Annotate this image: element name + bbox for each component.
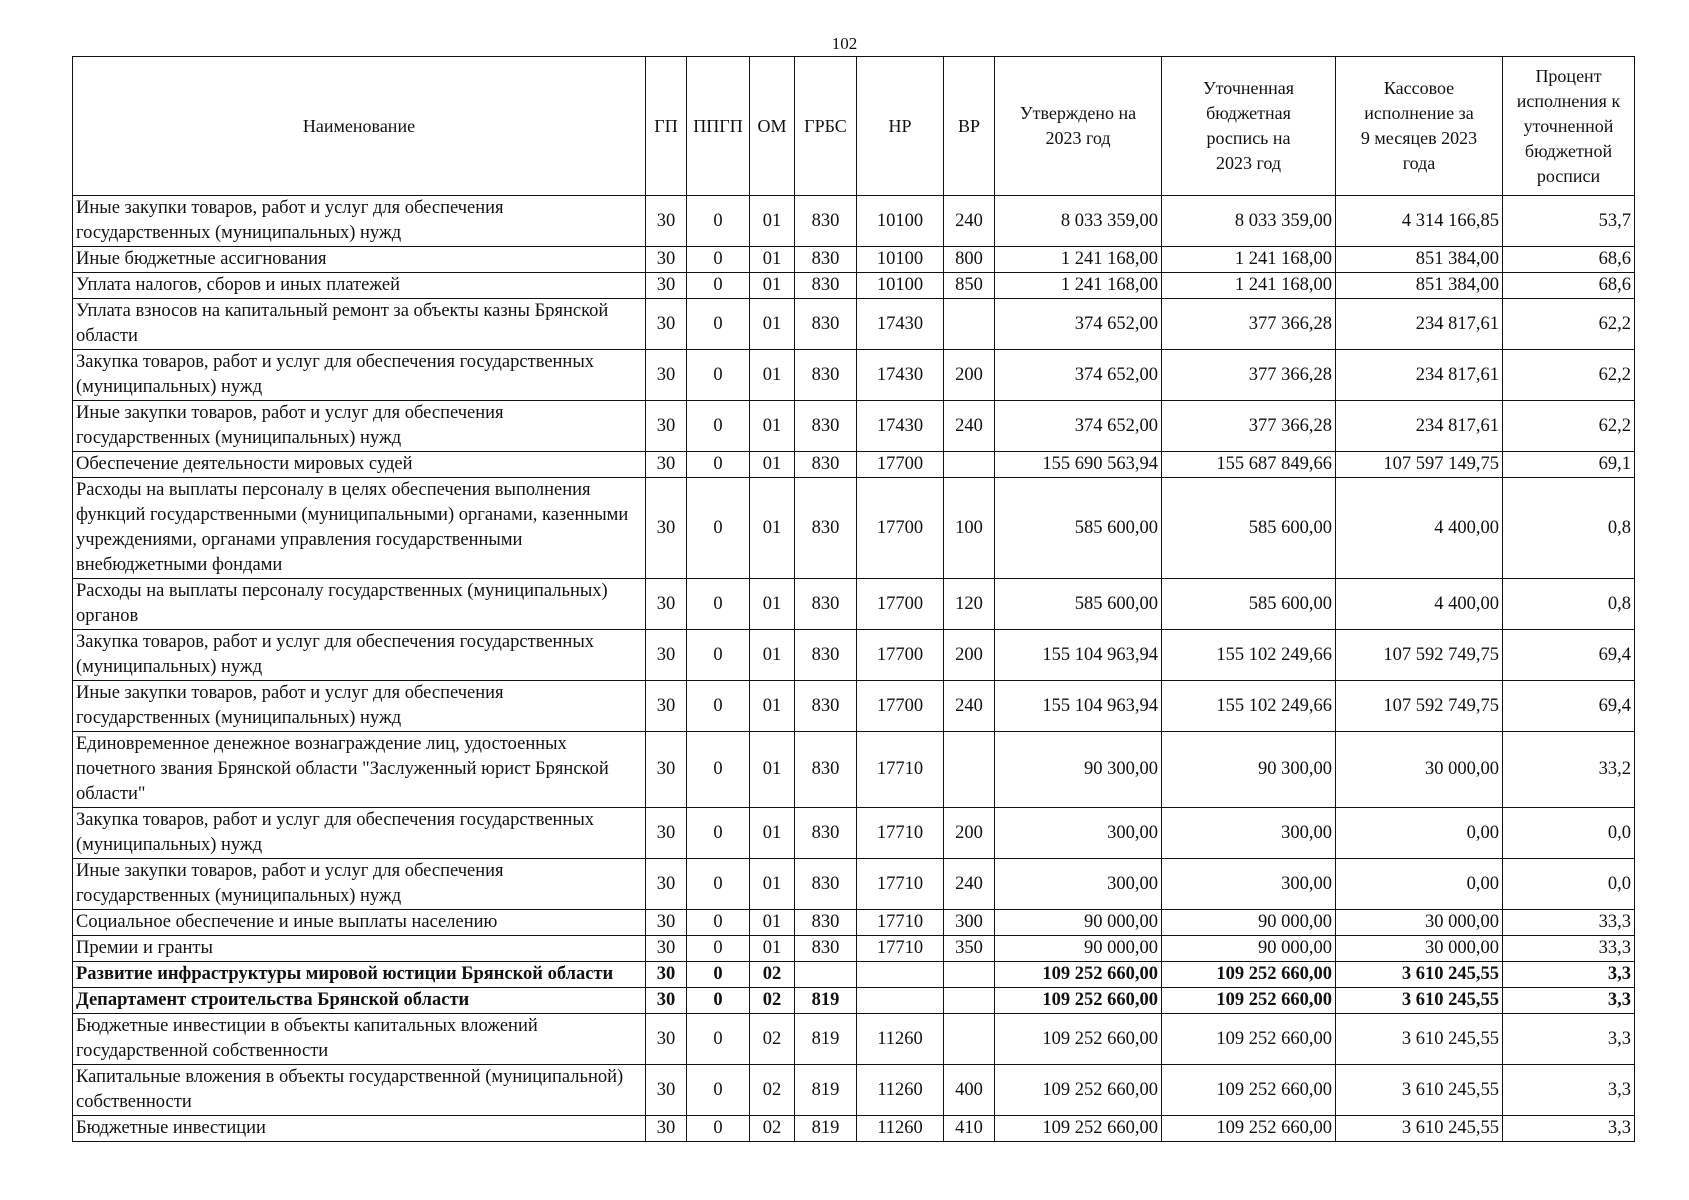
cell-ppgp: 0 (687, 1014, 750, 1065)
cell-refined: 90 000,00 (1162, 910, 1336, 936)
table-row (73, 299, 1635, 350)
table-row (73, 452, 1635, 478)
table-row (73, 478, 1635, 579)
cell-executed: 851 384,00 (1336, 247, 1503, 273)
cell-name: Иные закупки товаров, работ и услуг для обеспечения государственных (муниципальных) нужд (73, 859, 646, 910)
cell-grbs: 830 (795, 401, 857, 452)
cell-refined: 8 033 359,00 (1162, 196, 1336, 247)
cell-vr: 400 (944, 1065, 995, 1116)
table-row (73, 732, 1635, 808)
cell-vr (944, 1014, 995, 1065)
cell-percent: 3,3 (1503, 962, 1635, 988)
cell-name: Уплата налогов, сборов и иных платежей (73, 273, 646, 299)
cell-vr: 850 (944, 273, 995, 299)
cell-gp: 30 (646, 196, 687, 247)
cell-om: 02 (750, 962, 795, 988)
cell-ppgp: 0 (687, 732, 750, 808)
cell-executed: 30 000,00 (1336, 732, 1503, 808)
cell-nr: 17710 (857, 936, 944, 962)
table-row (73, 910, 1635, 936)
cell-approved: 90 300,00 (995, 732, 1162, 808)
cell-grbs: 819 (795, 988, 857, 1014)
header-grbs: ГРБС (795, 57, 857, 196)
cell-approved: 585 600,00 (995, 478, 1162, 579)
cell-om: 01 (750, 452, 795, 478)
cell-ppgp: 0 (687, 579, 750, 630)
cell-percent: 0,0 (1503, 859, 1635, 910)
cell-nr: 10100 (857, 273, 944, 299)
cell-nr: 17710 (857, 808, 944, 859)
cell-gp: 30 (646, 630, 687, 681)
cell-percent: 3,3 (1503, 1116, 1635, 1142)
cell-name: Бюджетные инвестиции в объекты капитальных вложений государственной собственности (73, 1014, 646, 1065)
cell-executed: 3 610 245,55 (1336, 1116, 1503, 1142)
cell-vr: 120 (944, 579, 995, 630)
cell-vr (944, 452, 995, 478)
header-approved: Утверждено на 2023 год (995, 57, 1162, 196)
cell-refined: 377 366,28 (1162, 350, 1336, 401)
cell-vr (944, 988, 995, 1014)
cell-approved: 8 033 359,00 (995, 196, 1162, 247)
cell-ppgp: 0 (687, 1065, 750, 1116)
cell-name: Единовременное денежное вознаграждение лиц, удостоенных почетного звания Брянской области "Заслуженный юрист Брянской области" (73, 732, 646, 808)
cell-ppgp: 0 (687, 1116, 750, 1142)
cell-vr: 200 (944, 350, 995, 401)
cell-gp: 30 (646, 732, 687, 808)
cell-nr: 17430 (857, 401, 944, 452)
cell-executed: 0,00 (1336, 808, 1503, 859)
cell-nr: 10100 (857, 247, 944, 273)
page-number: 102 (831, 34, 858, 53)
cell-nr (857, 962, 944, 988)
cell-om: 01 (750, 273, 795, 299)
cell-nr: 17700 (857, 681, 944, 732)
cell-name: Иные закупки товаров, работ и услуг для обеспечения государственных (муниципальных) нужд (73, 681, 646, 732)
cell-refined: 300,00 (1162, 859, 1336, 910)
table-row (73, 273, 1635, 299)
header-vr: ВР (944, 57, 995, 196)
cell-approved: 155 104 963,94 (995, 681, 1162, 732)
cell-name: Капитальные вложения в объекты государственной (муниципальной) собственности (73, 1065, 646, 1116)
cell-vr (944, 732, 995, 808)
cell-nr: 17700 (857, 452, 944, 478)
table-body (73, 196, 1635, 1142)
cell-grbs: 830 (795, 247, 857, 273)
cell-om: 01 (750, 859, 795, 910)
cell-executed: 234 817,61 (1336, 299, 1503, 350)
cell-grbs: 830 (795, 859, 857, 910)
cell-executed: 4 314 166,85 (1336, 196, 1503, 247)
cell-approved: 374 652,00 (995, 350, 1162, 401)
cell-percent: 33,2 (1503, 732, 1635, 808)
cell-approved: 1 241 168,00 (995, 273, 1162, 299)
cell-executed: 107 597 149,75 (1336, 452, 1503, 478)
cell-gp: 30 (646, 350, 687, 401)
cell-grbs: 830 (795, 478, 857, 579)
cell-gp: 30 (646, 1014, 687, 1065)
cell-percent: 53,7 (1503, 196, 1635, 247)
cell-gp: 30 (646, 299, 687, 350)
cell-vr: 800 (944, 247, 995, 273)
cell-executed: 0,00 (1336, 859, 1503, 910)
cell-executed: 234 817,61 (1336, 350, 1503, 401)
cell-ppgp: 0 (687, 299, 750, 350)
cell-gp: 30 (646, 910, 687, 936)
cell-executed: 4 400,00 (1336, 579, 1503, 630)
cell-percent: 69,4 (1503, 681, 1635, 732)
cell-percent: 33,3 (1503, 910, 1635, 936)
cell-percent: 69,4 (1503, 630, 1635, 681)
cell-ppgp: 0 (687, 808, 750, 859)
cell-gp: 30 (646, 273, 687, 299)
cell-gp: 30 (646, 579, 687, 630)
header-om: ОМ (750, 57, 795, 196)
cell-ppgp: 0 (687, 630, 750, 681)
cell-vr: 200 (944, 808, 995, 859)
table-row (73, 247, 1635, 273)
cell-om: 01 (750, 247, 795, 273)
cell-gp: 30 (646, 452, 687, 478)
cell-ppgp: 0 (687, 478, 750, 579)
cell-ppgp: 0 (687, 859, 750, 910)
cell-gp: 30 (646, 247, 687, 273)
cell-ppgp: 0 (687, 681, 750, 732)
cell-vr: 240 (944, 681, 995, 732)
cell-gp: 30 (646, 401, 687, 452)
cell-name: Иные закупки товаров, работ и услуг для обеспечения государственных (муниципальных) нужд (73, 401, 646, 452)
cell-vr: 100 (944, 478, 995, 579)
cell-approved: 300,00 (995, 808, 1162, 859)
header-percent: Процент исполнения к уточненной бюджетной росписи (1503, 57, 1635, 196)
cell-percent: 68,6 (1503, 247, 1635, 273)
header-gp: ГП (646, 57, 687, 196)
cell-nr: 11260 (857, 1014, 944, 1065)
cell-nr: 17430 (857, 299, 944, 350)
cell-refined: 1 241 168,00 (1162, 273, 1336, 299)
cell-grbs: 830 (795, 579, 857, 630)
cell-approved: 90 000,00 (995, 910, 1162, 936)
cell-nr: 17710 (857, 910, 944, 936)
table-row (73, 936, 1635, 962)
cell-grbs: 830 (795, 808, 857, 859)
table-row (73, 1065, 1635, 1116)
cell-nr: 17700 (857, 579, 944, 630)
header-ppgp: ППГП (687, 57, 750, 196)
cell-nr: 17710 (857, 732, 944, 808)
cell-percent: 0,8 (1503, 478, 1635, 579)
cell-name: Иные бюджетные ассигнования (73, 247, 646, 273)
cell-approved: 300,00 (995, 859, 1162, 910)
cell-ppgp: 0 (687, 962, 750, 988)
cell-vr: 410 (944, 1116, 995, 1142)
cell-vr: 240 (944, 859, 995, 910)
header-refined: Уточненная бюджетная роспись на 2023 год (1162, 57, 1336, 196)
cell-ppgp: 0 (687, 936, 750, 962)
cell-approved: 374 652,00 (995, 299, 1162, 350)
cell-nr (857, 988, 944, 1014)
cell-refined: 109 252 660,00 (1162, 962, 1336, 988)
cell-refined: 377 366,28 (1162, 401, 1336, 452)
cell-gp: 30 (646, 808, 687, 859)
header-name: Наименование (73, 57, 646, 196)
cell-vr (944, 299, 995, 350)
cell-percent: 3,3 (1503, 1065, 1635, 1116)
cell-refined: 1 241 168,00 (1162, 247, 1336, 273)
cell-approved: 155 104 963,94 (995, 630, 1162, 681)
cell-percent: 3,3 (1503, 988, 1635, 1014)
cell-grbs: 830 (795, 681, 857, 732)
cell-name: Расходы на выплаты персоналу в целях обеспечения выполнения функций государственными (муниципальными) органами, казенными учреждениями, органами управления государственными внебюджетными фондами (73, 478, 646, 579)
cell-name: Развитие инфраструктуры мировой юстиции Брянской области (73, 962, 646, 988)
cell-percent: 33,3 (1503, 936, 1635, 962)
cell-grbs: 830 (795, 299, 857, 350)
cell-approved: 109 252 660,00 (995, 1065, 1162, 1116)
table-row (73, 681, 1635, 732)
cell-om: 02 (750, 1065, 795, 1116)
cell-refined: 90 300,00 (1162, 732, 1336, 808)
cell-grbs: 830 (795, 452, 857, 478)
cell-approved: 374 652,00 (995, 401, 1162, 452)
budget-table (72, 56, 1635, 1142)
cell-executed: 3 610 245,55 (1336, 1014, 1503, 1065)
cell-refined: 109 252 660,00 (1162, 1116, 1336, 1142)
header-nr: НР (857, 57, 944, 196)
cell-nr: 17700 (857, 630, 944, 681)
table-row (73, 1014, 1635, 1065)
cell-name: Закупка товаров, работ и услуг для обеспечения государственных (муниципальных) нужд (73, 630, 646, 681)
cell-name: Премии и гранты (73, 936, 646, 962)
cell-name: Социальное обеспечение и иные выплаты населению (73, 910, 646, 936)
cell-executed: 107 592 749,75 (1336, 630, 1503, 681)
cell-om: 02 (750, 988, 795, 1014)
cell-om: 01 (750, 478, 795, 579)
cell-ppgp: 0 (687, 350, 750, 401)
cell-approved: 109 252 660,00 (995, 988, 1162, 1014)
table-row (73, 988, 1635, 1014)
cell-om: 02 (750, 1014, 795, 1065)
cell-executed: 30 000,00 (1336, 936, 1503, 962)
cell-grbs: 830 (795, 936, 857, 962)
table-row (73, 962, 1635, 988)
cell-name: Департамент строительства Брянской области (73, 988, 646, 1014)
cell-executed: 3 610 245,55 (1336, 962, 1503, 988)
cell-refined: 109 252 660,00 (1162, 1014, 1336, 1065)
cell-executed: 851 384,00 (1336, 273, 1503, 299)
cell-name: Обеспечение деятельности мировых судей (73, 452, 646, 478)
cell-vr: 300 (944, 910, 995, 936)
cell-grbs: 830 (795, 273, 857, 299)
cell-refined: 377 366,28 (1162, 299, 1336, 350)
table-row (73, 401, 1635, 452)
cell-om: 02 (750, 1116, 795, 1142)
cell-refined: 109 252 660,00 (1162, 1065, 1336, 1116)
cell-grbs (795, 962, 857, 988)
cell-approved: 585 600,00 (995, 579, 1162, 630)
header-executed: Кассовое исполнение за 9 месяцев 2023 года (1336, 57, 1503, 196)
cell-om: 01 (750, 808, 795, 859)
cell-ppgp: 0 (687, 401, 750, 452)
cell-refined: 585 600,00 (1162, 579, 1336, 630)
cell-refined: 585 600,00 (1162, 478, 1336, 579)
cell-om: 01 (750, 350, 795, 401)
cell-nr: 17710 (857, 859, 944, 910)
cell-approved: 1 241 168,00 (995, 247, 1162, 273)
cell-executed: 234 817,61 (1336, 401, 1503, 452)
cell-grbs: 830 (795, 350, 857, 401)
cell-percent: 62,2 (1503, 299, 1635, 350)
cell-nr: 17700 (857, 478, 944, 579)
cell-nr: 17430 (857, 350, 944, 401)
cell-gp: 30 (646, 962, 687, 988)
cell-grbs: 830 (795, 196, 857, 247)
cell-om: 01 (750, 910, 795, 936)
cell-vr: 200 (944, 630, 995, 681)
table-row (73, 196, 1635, 247)
cell-ppgp: 0 (687, 247, 750, 273)
cell-percent: 0,0 (1503, 808, 1635, 859)
cell-grbs: 830 (795, 732, 857, 808)
cell-ppgp: 0 (687, 910, 750, 936)
cell-grbs: 819 (795, 1065, 857, 1116)
cell-gp: 30 (646, 681, 687, 732)
cell-refined: 155 687 849,66 (1162, 452, 1336, 478)
cell-approved: 109 252 660,00 (995, 1116, 1162, 1142)
cell-om: 01 (750, 299, 795, 350)
table-header-row (73, 57, 1635, 196)
cell-vr (944, 962, 995, 988)
cell-executed: 3 610 245,55 (1336, 1065, 1503, 1116)
cell-percent: 0,8 (1503, 579, 1635, 630)
cell-percent: 62,2 (1503, 350, 1635, 401)
cell-grbs: 830 (795, 630, 857, 681)
cell-grbs: 830 (795, 910, 857, 936)
cell-refined: 155 102 249,66 (1162, 630, 1336, 681)
cell-om: 01 (750, 936, 795, 962)
cell-gp: 30 (646, 1116, 687, 1142)
cell-gp: 30 (646, 478, 687, 579)
cell-name: Уплата взносов на капитальный ремонт за объекты казны Брянской области (73, 299, 646, 350)
cell-executed: 30 000,00 (1336, 910, 1503, 936)
cell-executed: 3 610 245,55 (1336, 988, 1503, 1014)
cell-gp: 30 (646, 1065, 687, 1116)
cell-om: 01 (750, 196, 795, 247)
cell-ppgp: 0 (687, 988, 750, 1014)
table-row (73, 630, 1635, 681)
cell-refined: 90 000,00 (1162, 936, 1336, 962)
cell-grbs: 819 (795, 1014, 857, 1065)
cell-ppgp: 0 (687, 273, 750, 299)
cell-om: 01 (750, 681, 795, 732)
table-row (73, 808, 1635, 859)
cell-percent: 69,1 (1503, 452, 1635, 478)
cell-ppgp: 0 (687, 196, 750, 247)
cell-nr: 11260 (857, 1116, 944, 1142)
cell-refined: 300,00 (1162, 808, 1336, 859)
cell-om: 01 (750, 401, 795, 452)
cell-om: 01 (750, 579, 795, 630)
table-row (73, 350, 1635, 401)
cell-vr: 240 (944, 401, 995, 452)
cell-approved: 90 000,00 (995, 936, 1162, 962)
table-row (73, 1116, 1635, 1142)
cell-approved: 109 252 660,00 (995, 962, 1162, 988)
cell-approved: 155 690 563,94 (995, 452, 1162, 478)
cell-vr: 240 (944, 196, 995, 247)
cell-gp: 30 (646, 988, 687, 1014)
cell-om: 01 (750, 732, 795, 808)
cell-gp: 30 (646, 859, 687, 910)
cell-percent: 3,3 (1503, 1014, 1635, 1065)
cell-om: 01 (750, 630, 795, 681)
cell-executed: 107 592 749,75 (1336, 681, 1503, 732)
cell-refined: 155 102 249,66 (1162, 681, 1336, 732)
cell-name: Иные закупки товаров, работ и услуг для обеспечения государственных (муниципальных) нужд (73, 196, 646, 247)
cell-percent: 62,2 (1503, 401, 1635, 452)
table-row (73, 859, 1635, 910)
cell-name: Бюджетные инвестиции (73, 1116, 646, 1142)
cell-grbs: 819 (795, 1116, 857, 1142)
cell-name: Расходы на выплаты персоналу государственных (муниципальных) органов (73, 579, 646, 630)
cell-percent: 68,6 (1503, 273, 1635, 299)
cell-vr: 350 (944, 936, 995, 962)
cell-executed: 4 400,00 (1336, 478, 1503, 579)
cell-name: Закупка товаров, работ и услуг для обеспечения государственных (муниципальных) нужд (73, 808, 646, 859)
cell-ppgp: 0 (687, 452, 750, 478)
cell-refined: 109 252 660,00 (1162, 988, 1336, 1014)
table-row (73, 579, 1635, 630)
cell-nr: 10100 (857, 196, 944, 247)
cell-nr: 11260 (857, 1065, 944, 1116)
cell-name: Закупка товаров, работ и услуг для обеспечения государственных (муниципальных) нужд (73, 350, 646, 401)
cell-gp: 30 (646, 936, 687, 962)
cell-approved: 109 252 660,00 (995, 1014, 1162, 1065)
